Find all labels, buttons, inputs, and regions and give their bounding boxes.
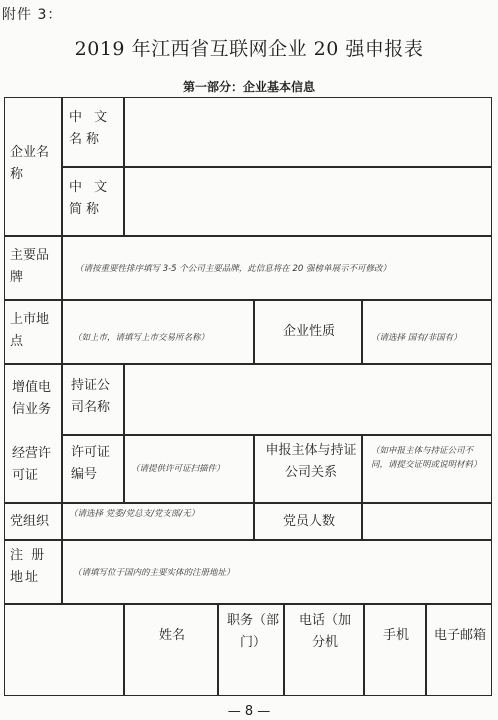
col-phone-cell xyxy=(284,604,364,696)
cn-full-name-field[interactable] xyxy=(124,97,492,167)
reg-address-hint: （请填写位于国内的主要实体的注册地址） xyxy=(73,568,235,578)
cn-full-name-label: 中 文 名称 xyxy=(69,110,112,147)
contact-corner-cell xyxy=(4,604,124,696)
attachment-label: 附件 3： xyxy=(2,7,63,23)
cn-short-name-label: 中 文 简称 xyxy=(69,180,112,217)
party-members-label: 党员人数 xyxy=(282,514,335,529)
company-nature-label: 企业性质 xyxy=(282,324,335,339)
reg-address-label: 注 册 地址 xyxy=(10,548,47,585)
license-holder-label-cell xyxy=(62,364,124,435)
main-brand-hint: （请按重要性排序填写 3-5 个公司主要品牌，此信息将在 20 强榜单展示不可修改） xyxy=(75,264,392,274)
license-number-label-cell xyxy=(62,435,124,503)
license-number-label: 许可证编号 xyxy=(71,445,111,482)
cn-short-name-field[interactable] xyxy=(124,167,492,236)
main-brand-field[interactable] xyxy=(62,236,492,300)
cn-full-name-label-cell xyxy=(62,97,124,167)
col-position-label: 职务（部门） xyxy=(226,613,279,650)
party-org-field[interactable] xyxy=(62,503,254,540)
business-license-label: 经营许可证 xyxy=(12,446,52,483)
company-nature-label-cell xyxy=(254,300,362,364)
col-email-label: 电子邮箱 xyxy=(433,628,486,643)
col-email-cell xyxy=(426,604,492,696)
application-form xyxy=(4,97,492,696)
page-number: — 8 — xyxy=(227,704,271,719)
listed-place-label: 上市地点 xyxy=(10,312,50,349)
page-title: 2019 年江西省互联网企业 20 强申报表 xyxy=(74,38,424,60)
license-holder-label: 持证公司名称 xyxy=(71,378,111,415)
company-nature-hint: （请选择 国有/非国有） xyxy=(371,333,462,343)
col-position-cell xyxy=(218,604,284,696)
party-members-label-cell xyxy=(254,503,362,540)
party-org-label: 党组织 xyxy=(10,514,50,529)
license-attach-field[interactable] xyxy=(124,435,254,503)
party-org-hint: （请选择 党委/党总支/党支部/无） xyxy=(69,509,200,519)
listed-place-label-cell xyxy=(4,300,62,364)
applicant-relation-hint: （如申报主体与持证公司不同，请提交证明或说明材料） xyxy=(371,446,482,470)
main-brand-label: 主要品牌 xyxy=(10,248,50,285)
license-attach-hint: （请提供许可证扫描件） xyxy=(131,464,225,474)
license-holder-field[interactable] xyxy=(124,364,492,435)
section-title: 第一部分：企业基本信息 xyxy=(182,80,315,94)
party-org-label-cell xyxy=(4,503,62,540)
col-phone-label: 电话（加分机 xyxy=(298,613,351,650)
col-name-cell xyxy=(124,604,218,696)
applicant-relation-field[interactable] xyxy=(362,435,492,503)
cn-short-name-label-cell xyxy=(62,167,124,236)
vat-business-label: 增值电信业务 xyxy=(12,380,52,417)
vat-business-label-cell xyxy=(4,364,62,503)
applicant-relation-label-cell xyxy=(254,435,362,503)
col-mobile-cell xyxy=(364,604,426,696)
listed-place-hint: （如上市，请填写上市交易所名称） xyxy=(73,333,210,343)
company-name-label: 企业名称 xyxy=(10,145,50,182)
party-members-field[interactable] xyxy=(362,503,492,540)
applicant-relation-label: 申报主体与持证公司关系 xyxy=(265,443,357,480)
company-name-label-cell xyxy=(4,97,62,236)
reg-address-label-cell xyxy=(4,540,62,604)
col-mobile-label: 手机 xyxy=(382,628,409,643)
col-name-label: 姓名 xyxy=(158,628,185,643)
company-nature-field[interactable] xyxy=(362,300,492,364)
listed-place-field[interactable] xyxy=(62,300,254,364)
main-brand-label-cell xyxy=(4,236,62,300)
reg-address-field[interactable] xyxy=(62,540,492,604)
